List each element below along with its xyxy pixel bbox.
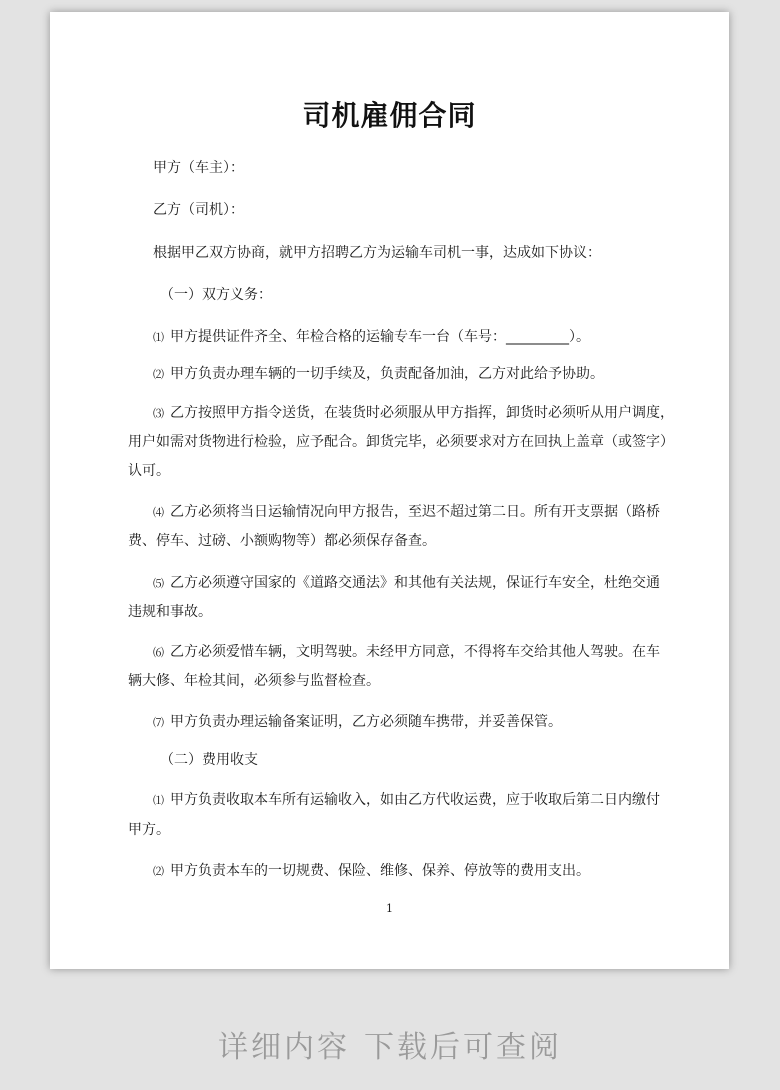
section1-heading: （一）双方义务： bbox=[160, 287, 272, 303]
clause-text: 甲方负责办理车辆的一切手续及，负责配备加油，乙方对此给予协助。 bbox=[170, 366, 604, 382]
clause-number: ⑹ bbox=[153, 646, 164, 659]
section2-heading: （二）费用收支 bbox=[160, 752, 258, 768]
clause-text: 乙方按照甲方指令送货，在装货时必须服从甲方指挥，卸货时必须听从用户调度， bbox=[170, 405, 674, 421]
clause-item bbox=[153, 642, 660, 663]
clause-number: ⑴ bbox=[153, 794, 164, 807]
clause-text: 甲方负责办理运输备案证明，乙方必须随车携带，并妥善保管。 bbox=[170, 714, 562, 730]
clause-number: ⑷ bbox=[153, 506, 164, 519]
clause-item bbox=[153, 861, 590, 882]
page-number: 1 bbox=[386, 902, 393, 915]
party-a-line: 甲方（车主）： bbox=[153, 160, 244, 176]
intro-paragraph: 根据甲乙双方协商，就甲方招聘乙方为运输车司机一事，达成如下协议： bbox=[153, 245, 601, 261]
clause-text: 甲方负责本车的一切规费、保险、维修、保养、停放等的费用支出。 bbox=[170, 863, 590, 879]
clause-item bbox=[153, 403, 674, 424]
document-page bbox=[50, 12, 729, 969]
clause-item bbox=[153, 712, 562, 733]
clause-item bbox=[153, 573, 660, 594]
clause-continuation: 甲方。 bbox=[128, 822, 170, 838]
clause-continuation: 认可。 bbox=[128, 463, 170, 479]
clause-text: 乙方必须爱惜车辆，文明驾驶。未经甲方同意，不得将车交给其他人驾驶。在车 bbox=[170, 644, 660, 660]
footer-text-detail: 详细内容 bbox=[218, 1030, 350, 1065]
clause-item bbox=[153, 364, 604, 385]
clause-item bbox=[153, 502, 660, 523]
footer-text-download: 下载后可查阅 bbox=[364, 1030, 562, 1065]
clause-number: ⑴ bbox=[153, 331, 164, 344]
clause-number: ⑵ bbox=[153, 368, 164, 381]
clause-continuation: 违规和事故。 bbox=[128, 604, 212, 620]
clause-text: 乙方必须遵守国家的《道路交通法》和其他有关法规，保证行车安全，杜绝交通 bbox=[170, 575, 660, 591]
download-prompt bbox=[0, 1022, 780, 1066]
clause-continuation: 辆大修、年检其间，必须参与监督检查。 bbox=[128, 673, 380, 689]
clause-text: 甲方提供证件齐全、年检合格的运输专车一台（车号：_________）。 bbox=[170, 329, 590, 345]
clause-number: ⑺ bbox=[153, 716, 164, 729]
clause-text: 乙方必须将当日运输情况向甲方报告，至迟不超过第二日。所有开支票据（路桥 bbox=[170, 504, 660, 520]
clause-continuation: 费、停车、过磅、小额购物等）都必须保存备查。 bbox=[128, 533, 436, 549]
clause-number: ⑸ bbox=[153, 577, 164, 590]
contract-title: 司机雇佣合同 bbox=[302, 99, 477, 132]
clause-item bbox=[153, 327, 590, 348]
clause-continuation: 用户如需对货物进行检验，应予配合。卸货完毕，必须要求对方在回执上盖章（或签字） bbox=[128, 434, 674, 450]
clause-text: 甲方负责收取本车所有运输收入，如由乙方代收运费，应于收取后第二日内缴付 bbox=[170, 792, 660, 808]
clause-item bbox=[153, 790, 660, 811]
party-b-line: 乙方（司机）： bbox=[153, 202, 244, 218]
clause-number: ⑶ bbox=[153, 407, 164, 420]
clause-number: ⑵ bbox=[153, 865, 164, 878]
